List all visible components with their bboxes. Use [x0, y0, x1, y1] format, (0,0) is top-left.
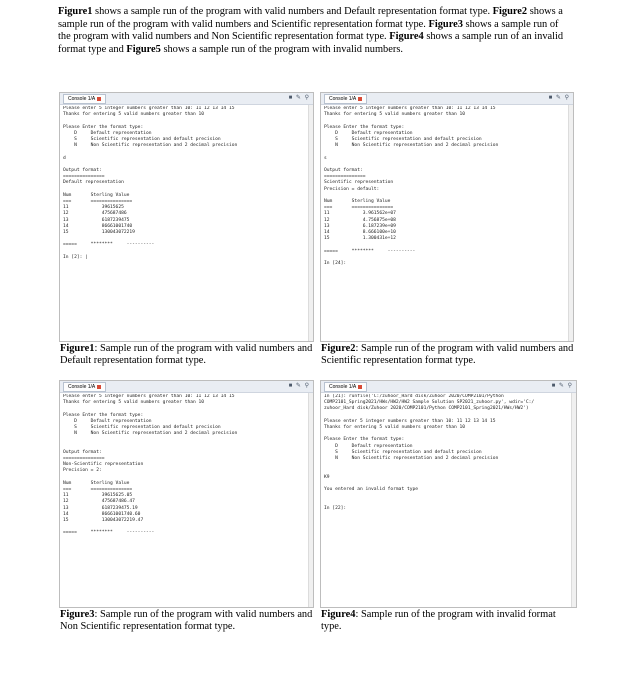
- figure3-screenshot: [59, 380, 314, 608]
- intro-text-1: shows a sample run of the program with valid numbers and Default representation format type.: [92, 6, 493, 17]
- console-tab[interactable]: [63, 382, 106, 392]
- console-tab-bar: [321, 381, 576, 393]
- figure3-caption: [60, 609, 316, 634]
- console-tab-label: Console 1/A: [68, 96, 96, 102]
- console-tab-label: Console 1/A: [329, 96, 357, 102]
- intro-text-2: shows a sample run of the program with valid numbers and Scientific representation format type.: [58, 6, 563, 30]
- figure2-caption: [321, 343, 577, 368]
- intro-figure1-ref: Figure1: [58, 6, 93, 17]
- intro-text-5: shows a sample run of the program with invalid numbers.: [160, 43, 403, 55]
- console-tab[interactable]: [324, 382, 367, 392]
- toolbar-icons[interactable]: ■ ✎ ⚲: [288, 383, 310, 389]
- vertical-scrollbar[interactable]: [308, 105, 313, 341]
- figure1-caption-label: Figure1: [60, 343, 95, 354]
- figure4-caption-label: Figure4: [321, 609, 356, 620]
- intro-text-3: shows a sample run of the program with valid numbers and Non Scientific representation format type.: [58, 18, 559, 43]
- figure2-screenshot: [320, 92, 574, 342]
- vertical-scrollbar[interactable]: [571, 393, 576, 607]
- figure2-caption-text: : Sample run of the program with valid numbers and Scientific representation format type.: [321, 343, 574, 367]
- figure2-caption-label: Figure2: [321, 343, 356, 354]
- intro-text-4: shows a sample run of an invalid format type and: [58, 31, 564, 55]
- intro-figure4-ref: Figure4: [389, 31, 424, 43]
- console-tab[interactable]: [324, 94, 367, 104]
- intro-figure5-ref: Figure5: [126, 43, 161, 55]
- figure3-caption-label: Figure3: [60, 609, 95, 620]
- vertical-scrollbar[interactable]: [308, 393, 313, 607]
- figure3-caption-text: : Sample run of the program with valid numbers and Non Scientific representation format type.: [60, 609, 313, 633]
- console-tab-label: Console 1/A: [329, 384, 357, 390]
- close-tab-icon[interactable]: [97, 385, 101, 389]
- toolbar-icons[interactable]: ■ ✎ ⚲: [288, 95, 310, 101]
- intro-figure2-ref: Figure2: [492, 6, 528, 17]
- toolbar-icons[interactable]: ■ ✎ ⚲: [551, 383, 573, 389]
- console-output[interactable]: Please enter 5 integer numbers greater than 10: 11 12 13 14 15 Thanks for entering 5 valid numbers greater than 10 Please Enter the format type: D Default representation S Scientific representation and default precision N Non Scientific representation and 2 decimal precision Output format: =============== Non-Scientific representation Precision = 2: Num Sterling Value === =============== 11 39615625.05 12 475687486.47 13 6187239475.19 14 86661001740.60 15 130043072219.47 ===== ******** ----------: [63, 394, 238, 536]
- console-tab-bar: [60, 381, 313, 393]
- figure1-caption: [60, 343, 316, 368]
- intro-paragraph: [58, 6, 568, 56]
- close-tab-icon[interactable]: [358, 97, 362, 101]
- toolbar-icons[interactable]: ■ ✎ ⚲: [548, 95, 570, 101]
- console-output[interactable]: In [21]: runfile('C:/zuhoor_Hard disk/Zuhoor 2020/COMP2101/Python COMP2101_Spring2021/HWs/HW2/HW2 Sample Solution SP2021_zuhoor.py', wdir='C:/ zuhoor_Hard disk/Zuhoor 2020/COMP2101/Python COMP2101_Spring2021/HWs/HW2') Please enter 5 integer numbers greater than 10: 11 12 13 14 15 Thanks for entering 5 valid numbers greater than 10 Please Enter the format type: D Default representation S Scientific representation and default precision N Non Scientific representation and 2 decimal precision K9 You entered an invalid format type In [22]:: [324, 394, 535, 511]
- console-output[interactable]: Please enter 5 integer numbers greater than 10: 11 12 13 14 15 Thanks for entering 5 valid numbers greater than 10 Please Enter the format type: D Default representation S Scientific representation and default precision N Non Scientific representation and 2 decimal precision s Output format: =============== Scientific representation Precision = default: Num Sterling Value === =============== 11 3.961562e+07 12 4.756875e+08 13 6.187239e+09 14 8.666100e+10 15 1.300431e+12 ===== ******** ---------- In [24]:: [324, 106, 499, 267]
- intro-figure3-ref: Figure3: [428, 18, 463, 30]
- console-tab-bar: [321, 93, 573, 105]
- console-output[interactable]: Please enter 5 integer numbers greater than 10: 11 12 13 14 15 Thanks for entering 5 valid numbers greater than 10 Please Enter the format type: D Default representation S Scientific representation and default precision N Non Scientific representation and 2 decimal precision d Output format: =============== Default representation Num Sterling Value === =============== 11 39615625 12 475687486 13 6187239475 14 86661001740 15 130043072219 ===== ******** ---------- In [2]: |: [63, 106, 238, 260]
- figure4-caption: [321, 609, 577, 634]
- console-tab-label: Console 1/A: [68, 384, 96, 390]
- close-tab-icon[interactable]: [97, 97, 101, 101]
- figure1-caption-text: : Sample run of the program with valid numbers and Default representation format type.: [60, 343, 313, 367]
- figure4-caption-text: : Sample run of the program with invalid format type.: [321, 609, 556, 633]
- vertical-scrollbar[interactable]: [568, 105, 573, 341]
- console-tab-bar: [60, 93, 313, 105]
- figure4-screenshot: [320, 380, 577, 608]
- console-tab[interactable]: [63, 94, 106, 104]
- figure1-screenshot: [59, 92, 314, 342]
- close-tab-icon[interactable]: [358, 385, 362, 389]
